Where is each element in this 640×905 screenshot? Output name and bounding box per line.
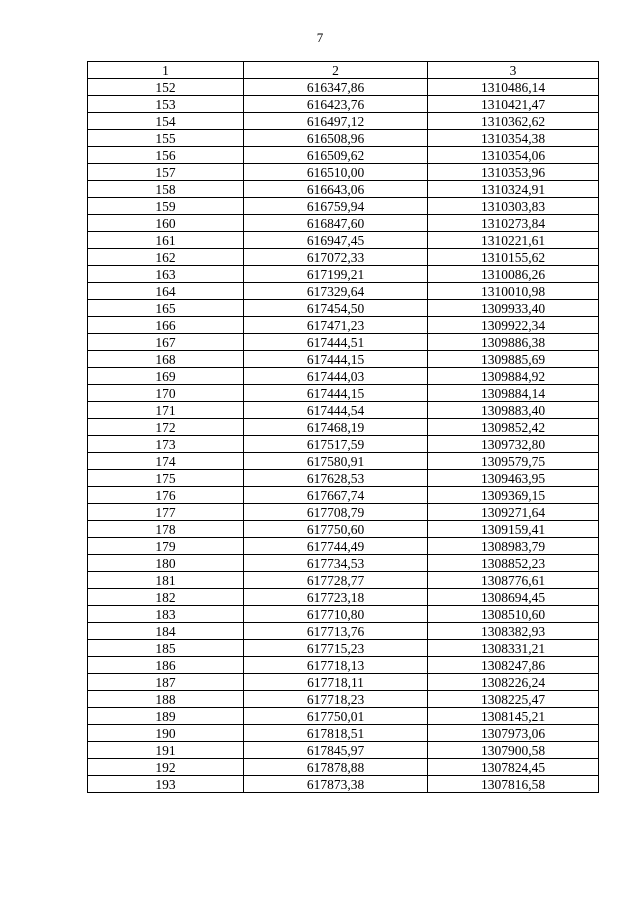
- y-coordinate-cell: 1310353,96: [428, 164, 599, 181]
- point-number-cell: 183: [88, 606, 244, 623]
- table-row: [88, 589, 599, 606]
- point-number-cell: 193: [88, 776, 244, 793]
- point-number-cell: 166: [88, 317, 244, 334]
- point-number-cell: 165: [88, 300, 244, 317]
- point-number-cell: 181: [88, 572, 244, 589]
- point-number-cell: 163: [88, 266, 244, 283]
- y-coordinate-cell: 1309922,34: [428, 317, 599, 334]
- point-number-cell: 186: [88, 657, 244, 674]
- table-row: [88, 572, 599, 589]
- y-coordinate-cell: 1309579,75: [428, 453, 599, 470]
- point-number-cell: 178: [88, 521, 244, 538]
- table-row: [88, 300, 599, 317]
- y-coordinate-cell: 1310273,84: [428, 215, 599, 232]
- column-header-3: 3: [428, 62, 599, 79]
- x-coordinate-cell: 617667,74: [244, 487, 428, 504]
- table-row: [88, 130, 599, 147]
- table-row: [88, 674, 599, 691]
- table-row: [88, 555, 599, 572]
- x-coordinate-cell: 617468,19: [244, 419, 428, 436]
- table-row: [88, 351, 599, 368]
- table-row: [88, 266, 599, 283]
- table-row: [88, 538, 599, 555]
- x-coordinate-cell: 617718,23: [244, 691, 428, 708]
- y-coordinate-cell: 1310486,14: [428, 79, 599, 96]
- point-number-cell: 175: [88, 470, 244, 487]
- y-coordinate-cell: 1309885,69: [428, 351, 599, 368]
- point-number-cell: 185: [88, 640, 244, 657]
- point-number-cell: 161: [88, 232, 244, 249]
- x-coordinate-cell: 617199,21: [244, 266, 428, 283]
- x-coordinate-cell: 617723,18: [244, 589, 428, 606]
- table-row: [88, 623, 599, 640]
- x-coordinate-cell: 617718,11: [244, 674, 428, 691]
- point-number-cell: 153: [88, 96, 244, 113]
- y-coordinate-cell: 1309933,40: [428, 300, 599, 317]
- y-coordinate-cell: 1309159,41: [428, 521, 599, 538]
- y-coordinate-cell: 1309884,92: [428, 368, 599, 385]
- point-number-cell: 167: [88, 334, 244, 351]
- point-number-cell: 170: [88, 385, 244, 402]
- table-row: [88, 708, 599, 725]
- point-number-cell: 158: [88, 181, 244, 198]
- point-number-cell: 187: [88, 674, 244, 691]
- x-coordinate-cell: 617471,23: [244, 317, 428, 334]
- y-coordinate-cell: 1308331,21: [428, 640, 599, 657]
- point-number-cell: 190: [88, 725, 244, 742]
- x-coordinate-cell: 616508,96: [244, 130, 428, 147]
- point-number-cell: 164: [88, 283, 244, 300]
- x-coordinate-cell: 616847,60: [244, 215, 428, 232]
- y-coordinate-cell: 1310010,98: [428, 283, 599, 300]
- table-row: [88, 776, 599, 793]
- table-header-row: [88, 62, 599, 79]
- table-row: [88, 385, 599, 402]
- x-coordinate-cell: 617444,15: [244, 385, 428, 402]
- table-row: [88, 79, 599, 96]
- y-coordinate-cell: 1309732,80: [428, 436, 599, 453]
- x-coordinate-cell: 617329,64: [244, 283, 428, 300]
- x-coordinate-cell: 616947,45: [244, 232, 428, 249]
- y-coordinate-cell: 1309883,40: [428, 402, 599, 419]
- y-coordinate-cell: 1308694,45: [428, 589, 599, 606]
- table-row: [88, 164, 599, 181]
- y-coordinate-cell: 1308852,23: [428, 555, 599, 572]
- x-coordinate-cell: 616497,12: [244, 113, 428, 130]
- y-coordinate-cell: 1308776,61: [428, 572, 599, 589]
- coordinates-table: [87, 61, 599, 793]
- y-coordinate-cell: 1310354,38: [428, 130, 599, 147]
- table-row: [88, 487, 599, 504]
- x-coordinate-cell: 617744,49: [244, 538, 428, 555]
- point-number-cell: 189: [88, 708, 244, 725]
- table-row: [88, 725, 599, 742]
- y-coordinate-cell: 1310354,06: [428, 147, 599, 164]
- table-row: [88, 453, 599, 470]
- table-row: [88, 470, 599, 487]
- y-coordinate-cell: 1308226,24: [428, 674, 599, 691]
- point-number-cell: 160: [88, 215, 244, 232]
- x-coordinate-cell: 617072,33: [244, 249, 428, 266]
- table-row: [88, 249, 599, 266]
- table-row: [88, 198, 599, 215]
- x-coordinate-cell: 617580,91: [244, 453, 428, 470]
- table-row: [88, 504, 599, 521]
- table-row: [88, 147, 599, 164]
- y-coordinate-cell: 1309369,15: [428, 487, 599, 504]
- point-number-cell: 172: [88, 419, 244, 436]
- x-coordinate-cell: 616347,86: [244, 79, 428, 96]
- x-coordinate-cell: 617444,54: [244, 402, 428, 419]
- table-row: [88, 113, 599, 130]
- x-coordinate-cell: 616423,76: [244, 96, 428, 113]
- x-coordinate-cell: 617728,77: [244, 572, 428, 589]
- table-row: [88, 402, 599, 419]
- point-number-cell: 180: [88, 555, 244, 572]
- x-coordinate-cell: 617750,01: [244, 708, 428, 725]
- table-row: [88, 436, 599, 453]
- table-row: [88, 657, 599, 674]
- x-coordinate-cell: 617628,53: [244, 470, 428, 487]
- y-coordinate-cell: 1308145,21: [428, 708, 599, 725]
- y-coordinate-cell: 1310324,91: [428, 181, 599, 198]
- x-coordinate-cell: 617444,03: [244, 368, 428, 385]
- point-number-cell: 162: [88, 249, 244, 266]
- table-body: [88, 79, 599, 793]
- x-coordinate-cell: 616643,06: [244, 181, 428, 198]
- point-number-cell: 176: [88, 487, 244, 504]
- table-row: [88, 96, 599, 113]
- point-number-cell: 192: [88, 759, 244, 776]
- y-coordinate-cell: 1308382,93: [428, 623, 599, 640]
- table-row: [88, 606, 599, 623]
- table-row: [88, 215, 599, 232]
- x-coordinate-cell: 617517,59: [244, 436, 428, 453]
- x-coordinate-cell: 616510,00: [244, 164, 428, 181]
- point-number-cell: 154: [88, 113, 244, 130]
- point-number-cell: 188: [88, 691, 244, 708]
- x-coordinate-cell: 616509,62: [244, 147, 428, 164]
- y-coordinate-cell: 1309884,14: [428, 385, 599, 402]
- y-coordinate-cell: 1308510,60: [428, 606, 599, 623]
- point-number-cell: 155: [88, 130, 244, 147]
- point-number-cell: 159: [88, 198, 244, 215]
- point-number-cell: 173: [88, 436, 244, 453]
- point-number-cell: 156: [88, 147, 244, 164]
- y-coordinate-cell: 1310086,26: [428, 266, 599, 283]
- column-header-1: 1: [88, 62, 244, 79]
- table-row: [88, 181, 599, 198]
- table-row: [88, 640, 599, 657]
- y-coordinate-cell: 1310362,62: [428, 113, 599, 130]
- y-coordinate-cell: 1310221,61: [428, 232, 599, 249]
- x-coordinate-cell: 617873,38: [244, 776, 428, 793]
- x-coordinate-cell: 617718,13: [244, 657, 428, 674]
- point-number-cell: 168: [88, 351, 244, 368]
- table-row: [88, 419, 599, 436]
- y-coordinate-cell: 1308983,79: [428, 538, 599, 555]
- point-number-cell: 157: [88, 164, 244, 181]
- y-coordinate-cell: 1309271,64: [428, 504, 599, 521]
- point-number-cell: 182: [88, 589, 244, 606]
- table-row: [88, 334, 599, 351]
- y-coordinate-cell: 1307900,58: [428, 742, 599, 759]
- y-coordinate-cell: 1310303,83: [428, 198, 599, 215]
- y-coordinate-cell: 1308225,47: [428, 691, 599, 708]
- point-number-cell: 179: [88, 538, 244, 555]
- x-coordinate-cell: 617734,53: [244, 555, 428, 572]
- point-number-cell: 177: [88, 504, 244, 521]
- page-number: 7: [316, 30, 324, 45]
- x-coordinate-cell: 617715,23: [244, 640, 428, 657]
- table-row: [88, 368, 599, 385]
- y-coordinate-cell: 1307824,45: [428, 759, 599, 776]
- x-coordinate-cell: 617818,51: [244, 725, 428, 742]
- x-coordinate-cell: 616759,94: [244, 198, 428, 215]
- x-coordinate-cell: 617444,15: [244, 351, 428, 368]
- table-row: [88, 759, 599, 776]
- x-coordinate-cell: 617878,88: [244, 759, 428, 776]
- y-coordinate-cell: 1309852,42: [428, 419, 599, 436]
- column-header-2: 2: [244, 62, 428, 79]
- x-coordinate-cell: 617845,97: [244, 742, 428, 759]
- table-row: [88, 317, 599, 334]
- x-coordinate-cell: 617713,76: [244, 623, 428, 640]
- point-number-cell: 184: [88, 623, 244, 640]
- point-number-cell: 174: [88, 453, 244, 470]
- y-coordinate-cell: 1309886,38: [428, 334, 599, 351]
- y-coordinate-cell: 1307816,58: [428, 776, 599, 793]
- table-row: [88, 521, 599, 538]
- table-row: [88, 232, 599, 249]
- x-coordinate-cell: 617750,60: [244, 521, 428, 538]
- x-coordinate-cell: 617710,80: [244, 606, 428, 623]
- point-number-cell: 171: [88, 402, 244, 419]
- point-number-cell: 152: [88, 79, 244, 96]
- table-row: [88, 742, 599, 759]
- point-number-cell: 191: [88, 742, 244, 759]
- y-coordinate-cell: 1307973,06: [428, 725, 599, 742]
- y-coordinate-cell: 1308247,86: [428, 657, 599, 674]
- table-row: [88, 283, 599, 300]
- table-row: [88, 691, 599, 708]
- x-coordinate-cell: 617454,50: [244, 300, 428, 317]
- y-coordinate-cell: 1310155,62: [428, 249, 599, 266]
- y-coordinate-cell: 1310421,47: [428, 96, 599, 113]
- x-coordinate-cell: 617708,79: [244, 504, 428, 521]
- x-coordinate-cell: 617444,51: [244, 334, 428, 351]
- point-number-cell: 169: [88, 368, 244, 385]
- y-coordinate-cell: 1309463,95: [428, 470, 599, 487]
